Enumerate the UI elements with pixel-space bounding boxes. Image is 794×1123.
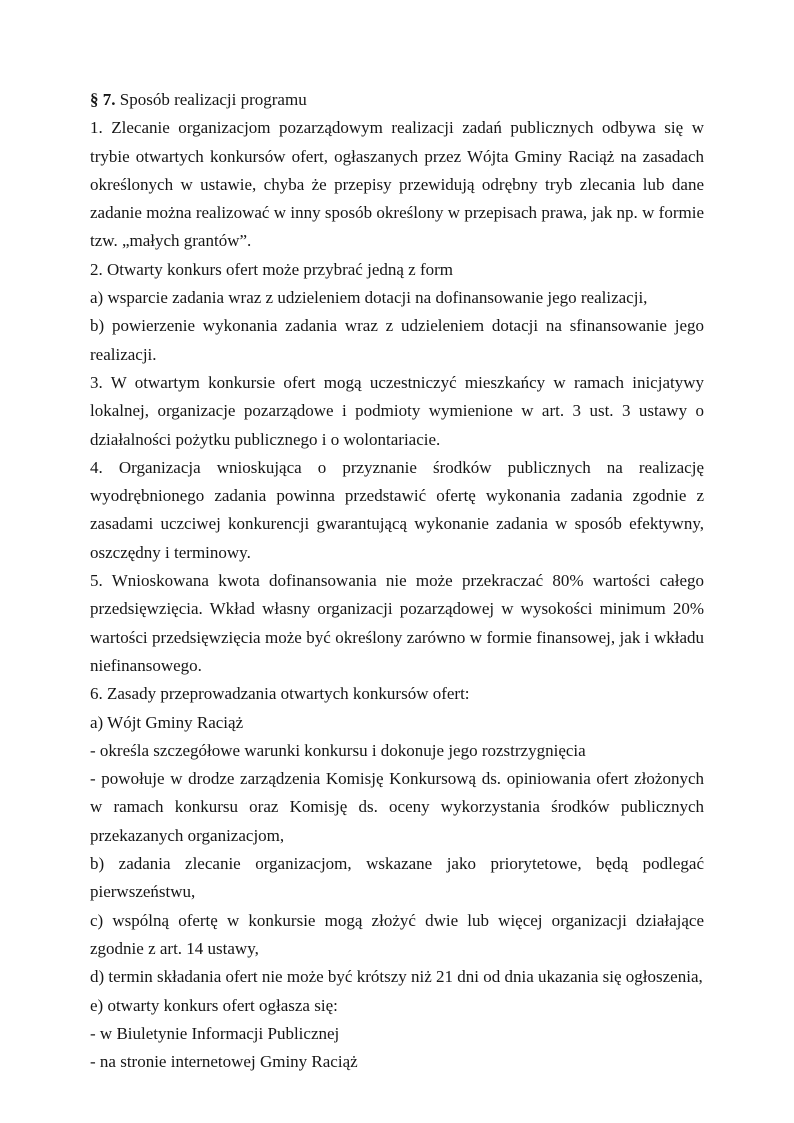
dash-item-powoluje: - powołuje w drodze zarządzenia Komisję Konkursową ds. opiniowania ofert złożonych w ramach konkursu oraz Komisję ds. oceny wykorzystania środków publicznych przekazanych organizacjom,: [90, 769, 704, 845]
list-item-6e: e) otwarty konkurs ofert ogłasza się:: [90, 995, 338, 1015]
paragraph-3: 3. W otwartym konkursie ofert mogą uczestniczyć mieszkańcy w ramach inicjatywy lokalnej, organizacje pozarządowe i podmioty wymienione w art. 3 ust. 3 ustawy o działalności pożytku publicznego i o wolontariacie.: [90, 372, 704, 449]
paragraph-5: 5. Wnioskowana kwota dofinansowania nie może przekraczać 80% wartości całego przedsięwzięcia. Wkład własny organizacji pozarządowej w wysokości minimum 20% wartości przedsięwzięcia może być określony zarówno w formie finansowej, jak i wkładu niefinansowego.: [90, 571, 704, 675]
section-heading: [90, 86, 704, 114]
paragraph-2: 2. Otwarty konkurs ofert może przybrać jedną z form: [90, 259, 454, 279]
section-number: § 7.: [90, 90, 116, 109]
list-item-6d: d) termin składania ofert nie może być krótszy niż 21 dni od dnia ukazania się ogłoszenia,: [90, 967, 703, 987]
section-title: Sposób realizacji programu: [119, 90, 307, 109]
list-item-6a: a) Wójt Gminy Raciąż: [90, 712, 244, 732]
paragraph-6: 6. Zasady przeprowadzania otwartych konkursów ofert:: [90, 684, 470, 704]
list-item-6c: c) wspólną ofertę w konkursie mogą złożyć dwie lub więcej organizacji działające zgodnie z art. 14 ustawy,: [90, 910, 704, 958]
dash-item-strona: - na stronie internetowej Gminy Raciąż: [90, 1052, 358, 1072]
dash-item-biuletyn: - w Biuletynie Informacji Publicznej: [90, 1023, 340, 1043]
list-item-2a: a) wsparcie zadania wraz z udzieleniem dotacji na dofinansowanie jego realizacji,: [90, 288, 648, 308]
paragraph-4: 4. Organizacja wnioskująca o przyznanie środków publicznych na realizację wyodrębnionego zadania powinna przedstawić ofertę wykonania zadania zgodnie z zasadami uczciwej konkurencji gwarantującą wykonanie zadania w sposób efektywny, oszczędny i terminowy.: [90, 457, 704, 562]
dash-item-okresla: - określa szczegółowe warunki konkursu i dokonuje jego rozstrzygnięcia: [90, 740, 586, 760]
paragraph-1: 1. Zlecanie organizacjom pozarządowym realizacji zadań publicznych odbywa się w trybie otwartych konkursów ofert, ogłaszanych przez Wójta Gminy Raciąż na zasadach określonych w ustawie, chyba że przepisy przewidują odrębny tryb zlecania lub dane zadanie można realizować w inny sposób określony w przepisach prawa, jak np. w formie tzw. „małych grantów”.: [90, 118, 704, 251]
list-item-6b: b) zadania zlecanie organizacjom, wskazane jako priorytetowe, będą podlegać pierwszeństwu,: [90, 854, 704, 902]
list-item-2b: b) powierzenie wykonania zadania wraz z udzieleniem dotacji na sfinansowanie jego realizacji.: [90, 316, 704, 364]
